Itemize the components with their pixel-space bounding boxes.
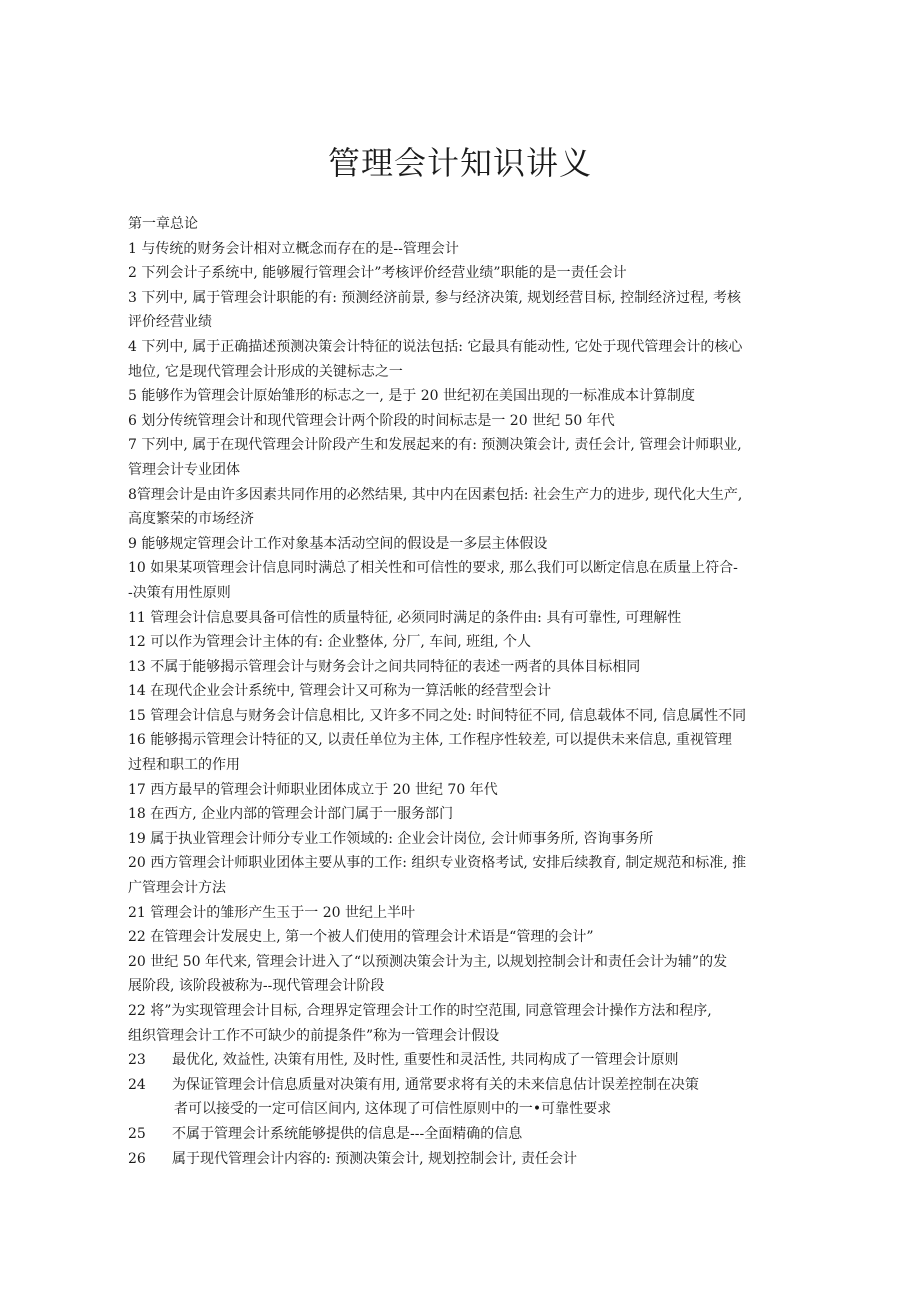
paragraph-line: 19 属于执业管理会计师分专业工作领域的: 企业会计岗位, 会计师事务所, 咨询事务所	[128, 830, 654, 847]
paragraph	[128, 384, 808, 409]
paragraph-line: 高度繁荣的市场经济	[128, 511, 254, 528]
item-line: 属于现代管理会计内容的: 预测决策会计, 规划控制会计, 责任会计	[172, 1150, 577, 1167]
paragraph	[128, 409, 808, 434]
paragraph	[128, 655, 808, 680]
paragraph	[128, 679, 808, 704]
paragraph-line: 21 管理会计的雏形产生玉于一 20 世纪上半叶	[128, 904, 415, 921]
paragraph	[128, 483, 808, 532]
paragraph-line: 过程和职工的作用	[128, 757, 240, 774]
paragraph	[128, 950, 808, 999]
item-text	[172, 1122, 808, 1147]
paragraph-line: 20 世纪 50 年代来, 管理会计进入了“以预测决策会计为主, 以规划控制会计和责任会计为辅”的发	[128, 953, 728, 970]
paragraph-line: 组织管理会计工作不可缺少的前提条件”称为一管理会计假设	[128, 1027, 500, 1044]
item-line: 不属于管理会计系统能够提供的信息是---全面精确的信息	[172, 1125, 523, 1142]
paragraph-line: 管理会计专业团体	[128, 461, 240, 478]
item-number: 24	[128, 1076, 146, 1093]
paragraph	[128, 556, 808, 605]
paragraph	[128, 237, 808, 262]
paragraph-line: 17 西方最早的管理会计师职业团体成立于 20 世纪 70 年代	[128, 781, 498, 798]
paragraph	[128, 532, 808, 557]
item-line: 最优化, 效益性, 决策有用性, 及时性, 重要性和灵活性, 共同构成了一管理会计原则	[172, 1052, 679, 1069]
item-line: 为保证管理会计信息质量对决策有用, 通常要求将有关的未来信息估计误差控制在决策	[172, 1076, 699, 1093]
paragraph-line: 展阶段, 该阶段被称为--现代管理会计阶段	[128, 978, 385, 995]
paragraph-line: 1 与传统的财务会计相对立概念而存在的是--管理会计	[128, 240, 459, 257]
paragraph-line: 10 如果某项管理会计信息同时满总了相关性和可信性的要求, 那么我们可以断定信息在质量上符合-	[128, 560, 738, 577]
paragraph-line: 7 下列中, 属于在现代管理会计阶段产生和发展起来的有: 预测决策会计, 责任会计, 管理会计师职业,	[128, 437, 742, 454]
item-text	[172, 1048, 808, 1073]
paragraph-line: 13 不属于能够揭示管理会计与财务会计之间共同特征的表述一两者的具体目标相同	[128, 658, 641, 675]
paragraph-line: 2 下列会计子系统中, 能够履行管理会计”考核评价经营业绩”职能的是一责任会计	[128, 265, 627, 282]
document-title: 管理会计知识讲义	[327, 144, 592, 182]
document-body	[128, 212, 808, 1171]
numbered-item	[128, 1073, 808, 1122]
paragraph	[128, 999, 808, 1048]
item-text	[172, 1147, 808, 1172]
paragraph	[128, 901, 808, 926]
paragraph-line: 14 在现代企业会计系统中, 管理会计又可称为一算活帐的经营型会计	[128, 683, 552, 700]
paragraph	[128, 606, 808, 631]
numbered-item-list	[128, 1048, 808, 1171]
paragraph	[128, 728, 808, 777]
item-text	[172, 1073, 808, 1122]
paragraph	[128, 704, 808, 729]
paragraph	[128, 630, 808, 655]
paragraph-line: 12 可以作为管理会计主体的有: 企业整体, 分厂, 车间, 班组, 个人	[128, 634, 532, 651]
item-number: 25	[128, 1125, 146, 1142]
paragraph	[128, 433, 808, 482]
item-number: 26	[128, 1150, 146, 1167]
numbered-item	[128, 1147, 808, 1172]
paragraph-line: 22 将”为实现管理会计目标, 合理界定管理会计工作的时空范围, 同意管理会计操作方法和程序,	[128, 1003, 712, 1019]
paragraph-line: 评价经营业绩	[128, 314, 212, 331]
paragraph-line: 地位, 它是现代管理会计形成的关键标志之一	[128, 363, 403, 380]
chapter-heading: 第一章总论	[128, 216, 198, 232]
numbered-item	[128, 1048, 808, 1073]
paragraph-line: 广管理会计方法	[128, 880, 226, 897]
paragraph	[128, 827, 808, 852]
paragraph-line: 5 能够作为管理会计原始雏形的标志之一, 是于 20 世纪初在美国出现的一标准成本计算制度	[128, 388, 695, 405]
paragraph-line: 18 在西方, 企业内部的管理会计部门属于一服务部门	[128, 806, 454, 823]
paragraph-line: 16 能够揭示管理会计特征的又, 以责任单位为主体, 工作程序性较差, 可以提供未来信息, 重视管理	[128, 732, 732, 749]
item-line: 者可以接受的一定可信区间内, 这体现了可信性原则中的一•可靠性要求	[174, 1101, 612, 1118]
item-number: 23	[128, 1052, 146, 1069]
numbered-item	[128, 1122, 808, 1147]
paragraph-line: 4 下列中, 属于正确描述预测决策会计特征的说法包括: 它最具有能动性, 它处于现代管理会计的核心	[128, 338, 743, 355]
paragraph-line: 8管理会计是由许多因素共同作用的必然结果, 其中内在因素包括: 社会生产力的进步, 现代化大生产,	[128, 486, 743, 503]
paragraph	[128, 286, 808, 335]
paragraph-line: 15 管理会计信息与财务会计信息相比, 又许多不同之处: 时间特征不同, 信息载体不同, 信息属性不同	[128, 707, 747, 724]
paragraph-line: 20 西方管理会计师职业团体主要从事的工作: 组织专业资格考试, 安排后续教育, 制定规范和标准, 推	[128, 855, 747, 872]
paragraph	[128, 802, 808, 827]
paragraph	[128, 778, 808, 803]
paragraph	[128, 335, 808, 384]
paragraph-list	[128, 237, 808, 1049]
paragraph	[128, 925, 808, 950]
paragraph-line: 11 管理会计信息要具备可信性的质量特征, 必须同时满足的条件由: 具有可靠性, 可理解性	[128, 609, 682, 626]
paragraph-line: 22 在管理会计发展史上, 第一个被人们使用的管理会计术语是“管理的会计”	[128, 929, 594, 946]
paragraph	[128, 261, 808, 286]
paragraph-line: 9 能够规定管理会计工作对象基本活动空间的假设是一多层主体假设	[128, 535, 548, 552]
paragraph	[128, 851, 808, 900]
paragraph-line: 3 下列中, 属于管理会计职能的有: 预测经济前景, 参与经济决策, 规划经营目标, 控制经济过程, 考核	[128, 289, 742, 306]
paragraph-line: -决策有用性原则	[128, 584, 231, 601]
paragraph-line: 6 划分传统管理会计和现代管理会计两个阶段的时间标志是一 20 世纪 50 年代	[128, 412, 615, 429]
